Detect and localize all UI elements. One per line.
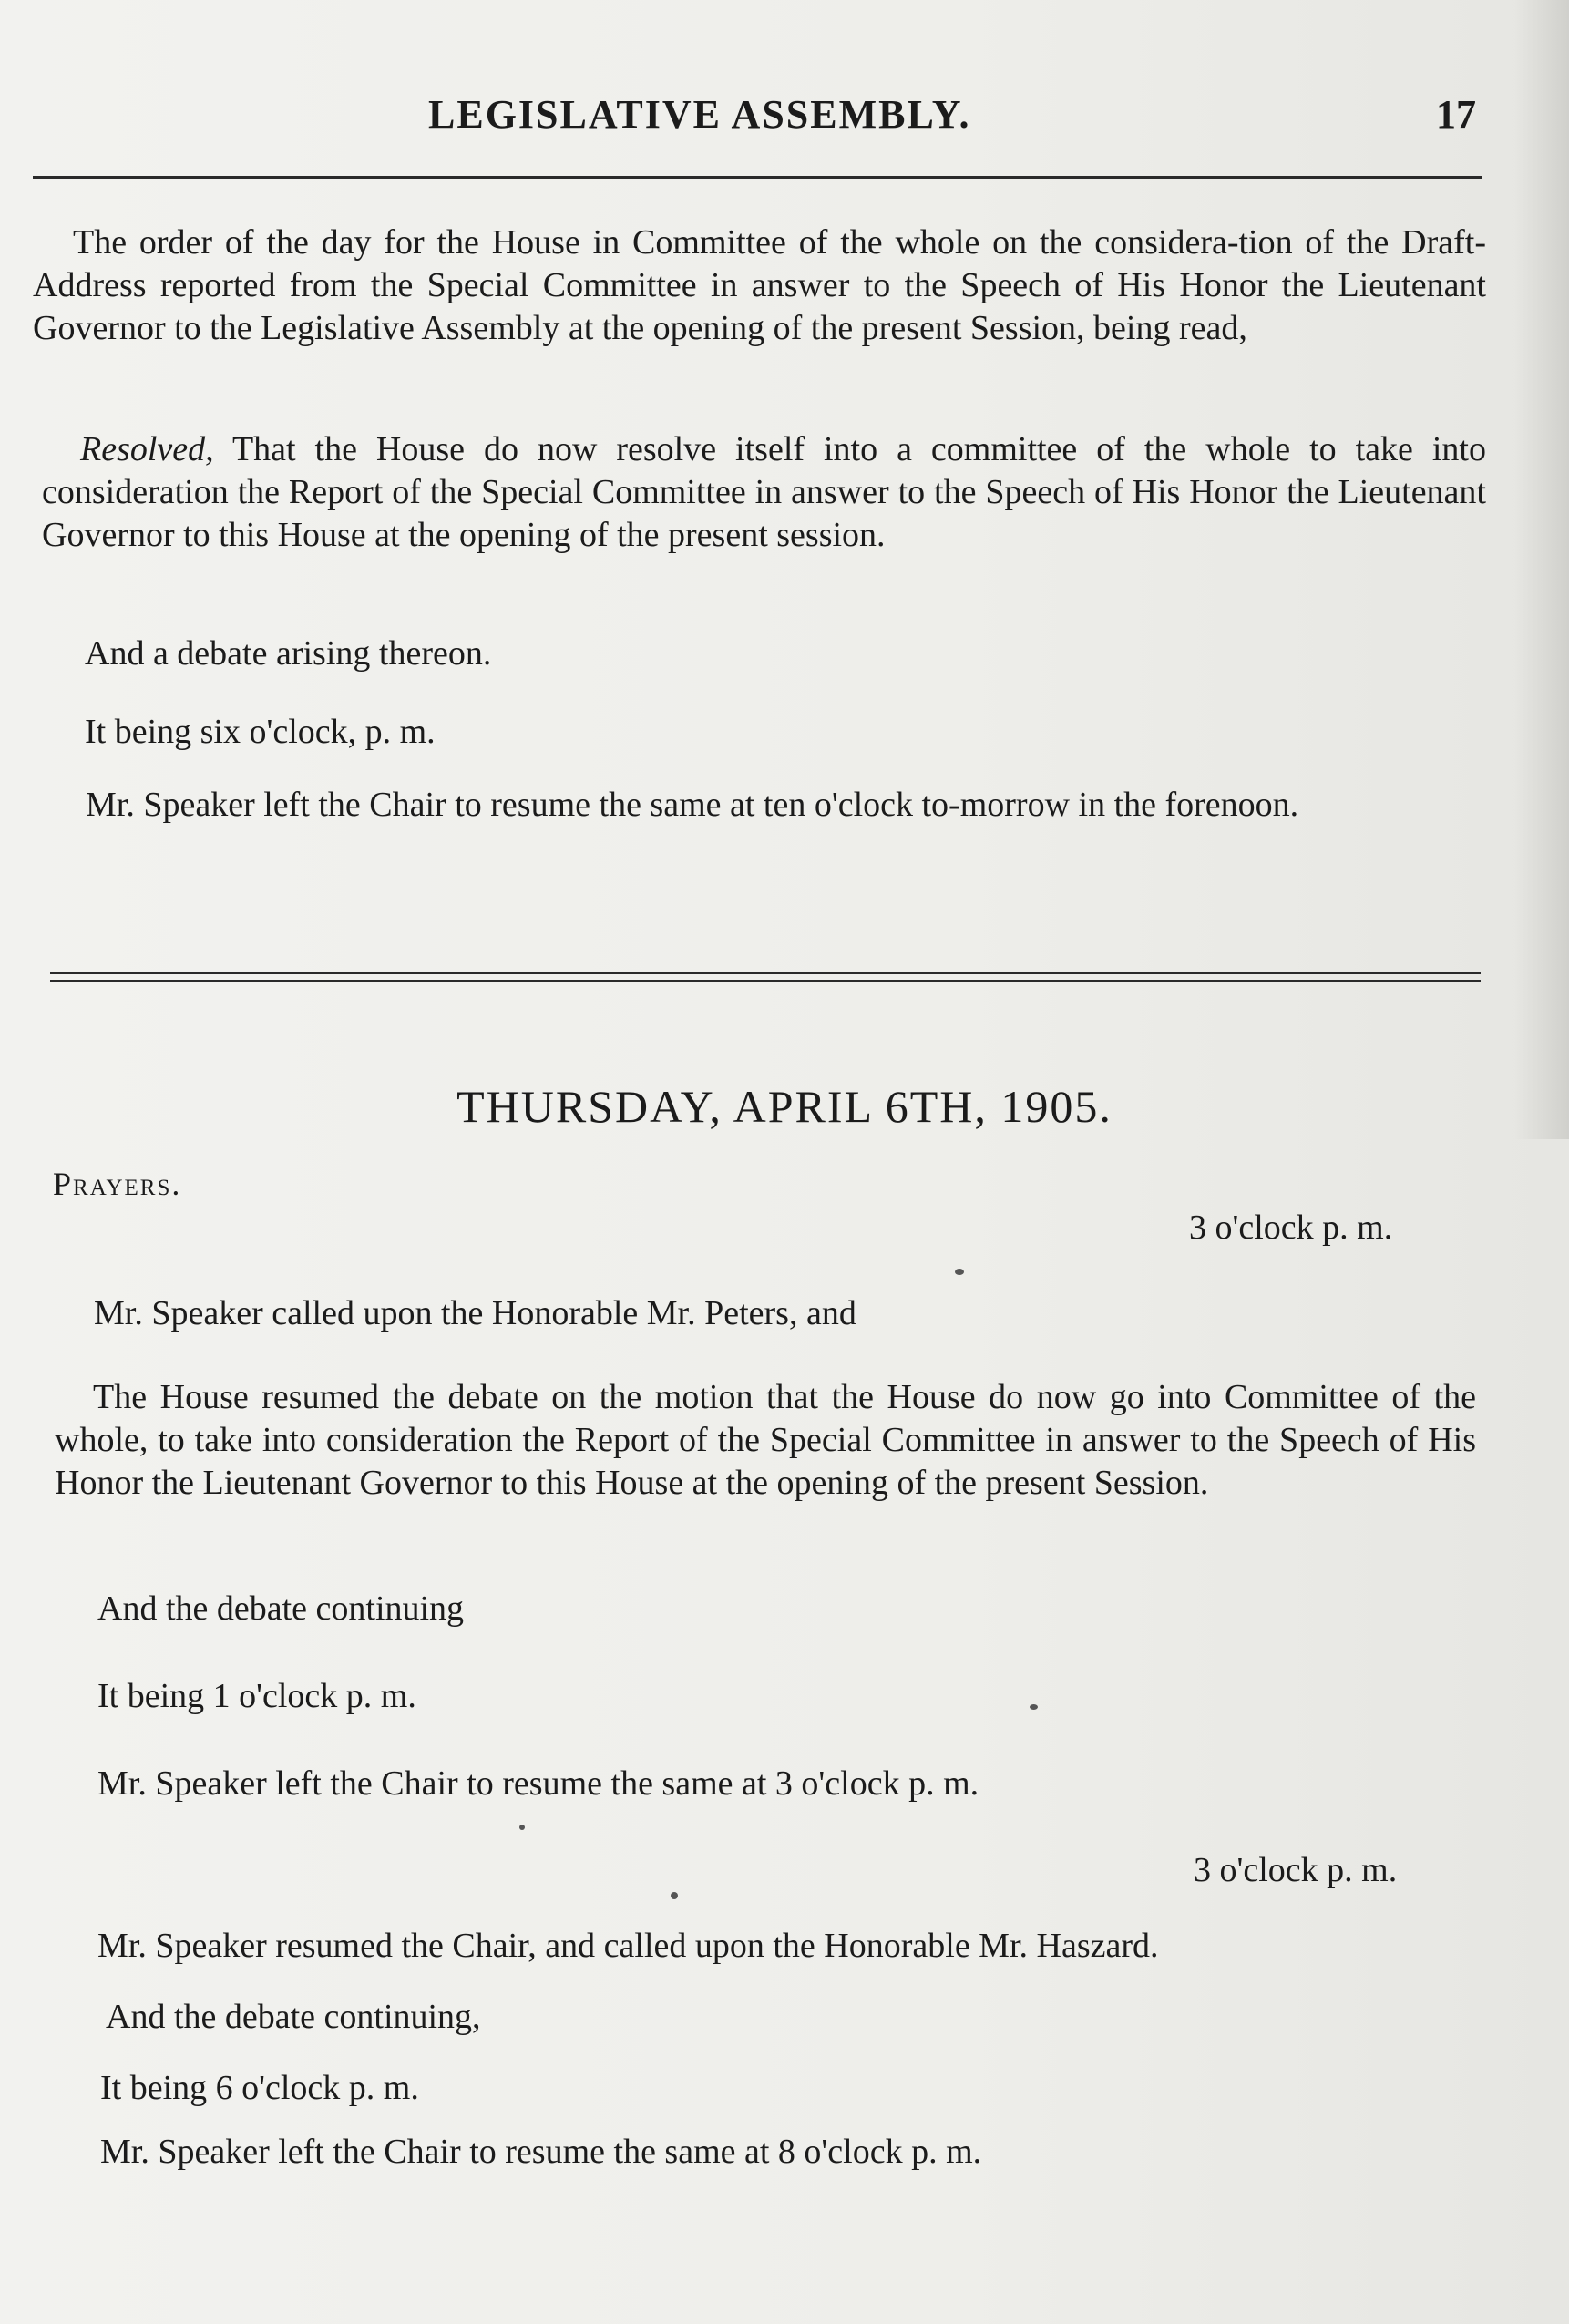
debate-continuing-line-2: And the debate continuing,	[106, 1998, 481, 2036]
scan-speck	[671, 1892, 678, 1899]
called-peters-line: Mr. Speaker called upon the Honorable Mr. Peters, and	[94, 1294, 856, 1332]
order-of-day-paragraph: The order of the day for the House in Committee of the whole on the considera-tion of the Draft-Address reported from the Special Committee in answer to the Speech of His Honor the Lieutenant Governor to the Legislative Assembly at the opening of the present Session, being read,	[33, 223, 1486, 347]
resolved-label: Resolved,	[80, 430, 214, 468]
resolved-paragraph	[42, 428, 1486, 557]
debate-arising-line: And a debate arising thereon.	[85, 634, 492, 673]
scan-edge-shadow	[1514, 0, 1569, 1139]
scan-speck	[955, 1269, 964, 1275]
speaker-left-paragraph: Mr. Speaker left the Chair to resume the same at ten o'clock to-morrow in the forenoon.	[86, 786, 1299, 824]
scan-speck	[1030, 1704, 1038, 1710]
speaker-left-8-line: Mr. Speaker left the Chair to resume the same at 8 o'clock p. m.	[100, 2133, 982, 2171]
time-marker-1: 3 o'clock p. m.	[1189, 1208, 1393, 1247]
six-oclock-line: It being six o'clock, p. m.	[85, 713, 436, 751]
time-marker-2: 3 o'clock p. m.	[1194, 1851, 1398, 1889]
date-heading: THURSDAY, APRIL 6TH, 1905.	[456, 1081, 1113, 1132]
resumed-debate-paragraph: The House resumed the debate on the motion that the House do now go into Committee of the whole, to take into consideration the Report of the Special Committee in answer to the Speech of His Honor the Lieutenant Governor to this House at the opening of the present Session.	[55, 1378, 1476, 1502]
section-double-rule-bottom	[50, 980, 1481, 982]
speaker-left-3-line: Mr. Speaker left the Chair to resume the same at 3 o'clock p. m.	[97, 1764, 979, 1803]
running-title: LEGISLATIVE ASSEMBLY.	[428, 92, 971, 137]
header-rule	[33, 176, 1482, 179]
resolved-text: That the House do now resolve itself into a committee of the whole to take into consideration the Report of the Special Committee in answer to the Speech of His Honor the Lieutenant Governor to this House at the opening of the present session.	[42, 430, 1486, 554]
debate-continuing-line-1: And the debate continuing	[97, 1589, 465, 1628]
page-number: 17	[1436, 92, 1476, 137]
page-header	[428, 91, 1476, 146]
scan-speck	[519, 1825, 525, 1830]
called-haszard-line: Mr. Speaker resumed the Chair, and called upon the Honorable Mr. Haszard.	[97, 1927, 1159, 1965]
prayers-heading: Prayers.	[53, 1166, 182, 1202]
six-oclock-line-2: It being 6 o'clock p. m.	[100, 2069, 419, 2107]
section-double-rule-top	[50, 972, 1481, 974]
one-oclock-line: It being 1 o'clock p. m.	[97, 1677, 416, 1715]
